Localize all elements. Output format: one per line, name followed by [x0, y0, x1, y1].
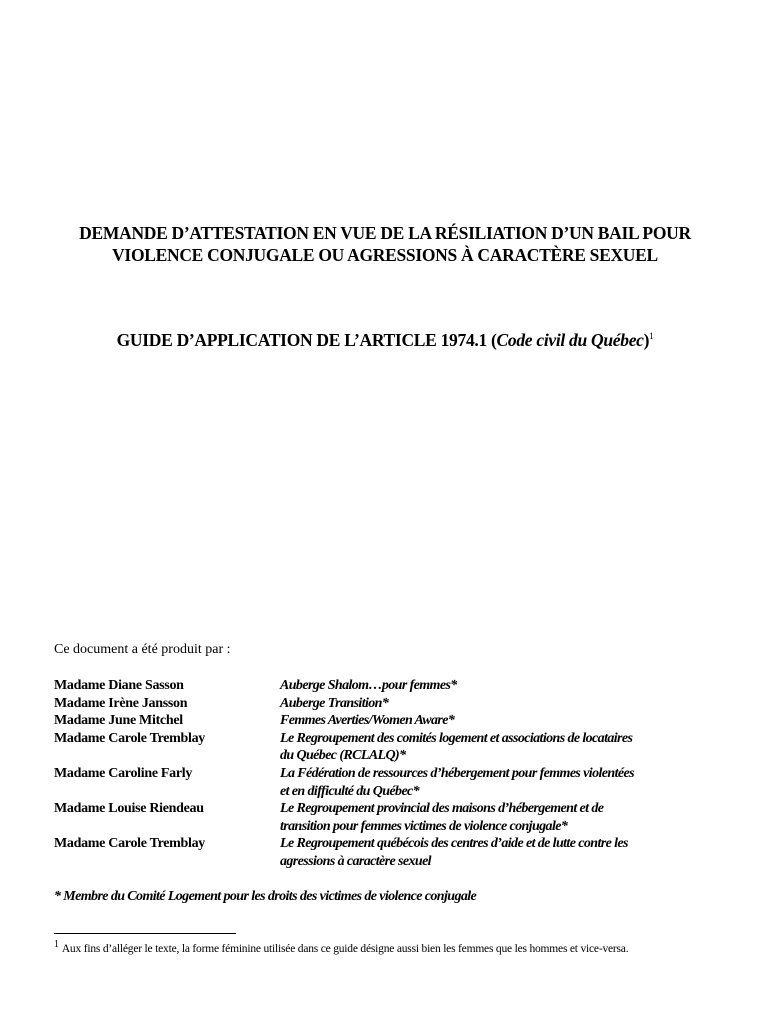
author-organization — [280, 730, 724, 765]
author-organization — [280, 695, 724, 713]
organization-line: et en difficulté du Québec* — [280, 783, 420, 799]
organization-line: Le Regroupement provincial des maisons d’hébergement et de — [280, 801, 604, 817]
author-row — [54, 677, 724, 695]
organization-line: Le Regroupement québécois des centres d’aide et de lutte contre les — [280, 836, 628, 852]
author-name: Madame Diane Sasson — [54, 678, 184, 693]
document-subtitle — [30, 329, 740, 351]
author-organization — [280, 765, 724, 800]
member-note: * Membre du Comité Logement pour les droits des victimes de violence conjugale — [54, 889, 477, 904]
document-title — [30, 222, 740, 266]
author-row — [54, 712, 724, 730]
footnote — [54, 940, 628, 958]
organization-line: transition pour femmes victimes de violence conjugale* — [280, 818, 568, 834]
author-name: Madame Caroline Farly — [54, 765, 193, 781]
footnote-divider — [54, 933, 236, 934]
subtitle-suffix: ) — [643, 330, 650, 350]
author-row — [54, 800, 724, 835]
footnote-mark: 1 — [54, 939, 59, 951]
subtitle-code-civil: Code civil du Québec — [496, 330, 644, 350]
subtitle-prefix: GUIDE D’APPLICATION DE L’ARTICLE 1974.1 ( — [116, 330, 497, 350]
organization-line: Le Regroupement des comités logement et associations de locataires — [280, 730, 633, 746]
author-organization — [280, 835, 724, 870]
author-row — [54, 765, 724, 800]
author-name: Madame Carole Tremblay — [54, 836, 206, 852]
author-row — [54, 695, 724, 713]
authors-list — [54, 677, 724, 871]
organization-line: agressions à caractère sexuel — [280, 853, 431, 869]
organization-line: La Fédération de ressources d’hébergement pour femmes violentées — [280, 765, 634, 781]
organization-line: Auberge Shalom…pour femmes* — [280, 678, 457, 693]
author-name: Madame Louise Riendeau — [54, 801, 204, 817]
author-name: Madame June Mitchel — [54, 713, 183, 729]
author-organization — [280, 677, 724, 695]
footnote-text: Aux fins d’alléger le texte, la forme féminine utilisée dans ce guide désigne aussi bien les femmes que les hommes et vice-versa. — [61, 943, 629, 955]
organization-line: Auberge Transition* — [280, 695, 389, 711]
produced-by-intro: Ce document a été produit par : — [54, 642, 231, 657]
title-line-1: DEMANDE D’ATTESTATION EN VUE DE LA RÉSILIATION D’UN BAIL POUR — [79, 223, 691, 243]
author-name: Madame Irène Jansson — [54, 695, 188, 711]
author-row — [54, 730, 724, 765]
author-row — [54, 835, 724, 870]
author-organization — [280, 800, 724, 835]
author-name: Madame Carole Tremblay — [54, 730, 206, 746]
subtitle-footnote-mark: 1 — [649, 331, 654, 342]
organization-line: Femmes Averties/Women Aware* — [280, 713, 455, 729]
title-line-2: VIOLENCE CONJUGALE OU AGRESSIONS À CARACTÈRE SEXUEL — [112, 245, 658, 265]
author-organization — [280, 712, 724, 730]
organization-line: du Québec (RCLALQ)* — [280, 748, 406, 764]
